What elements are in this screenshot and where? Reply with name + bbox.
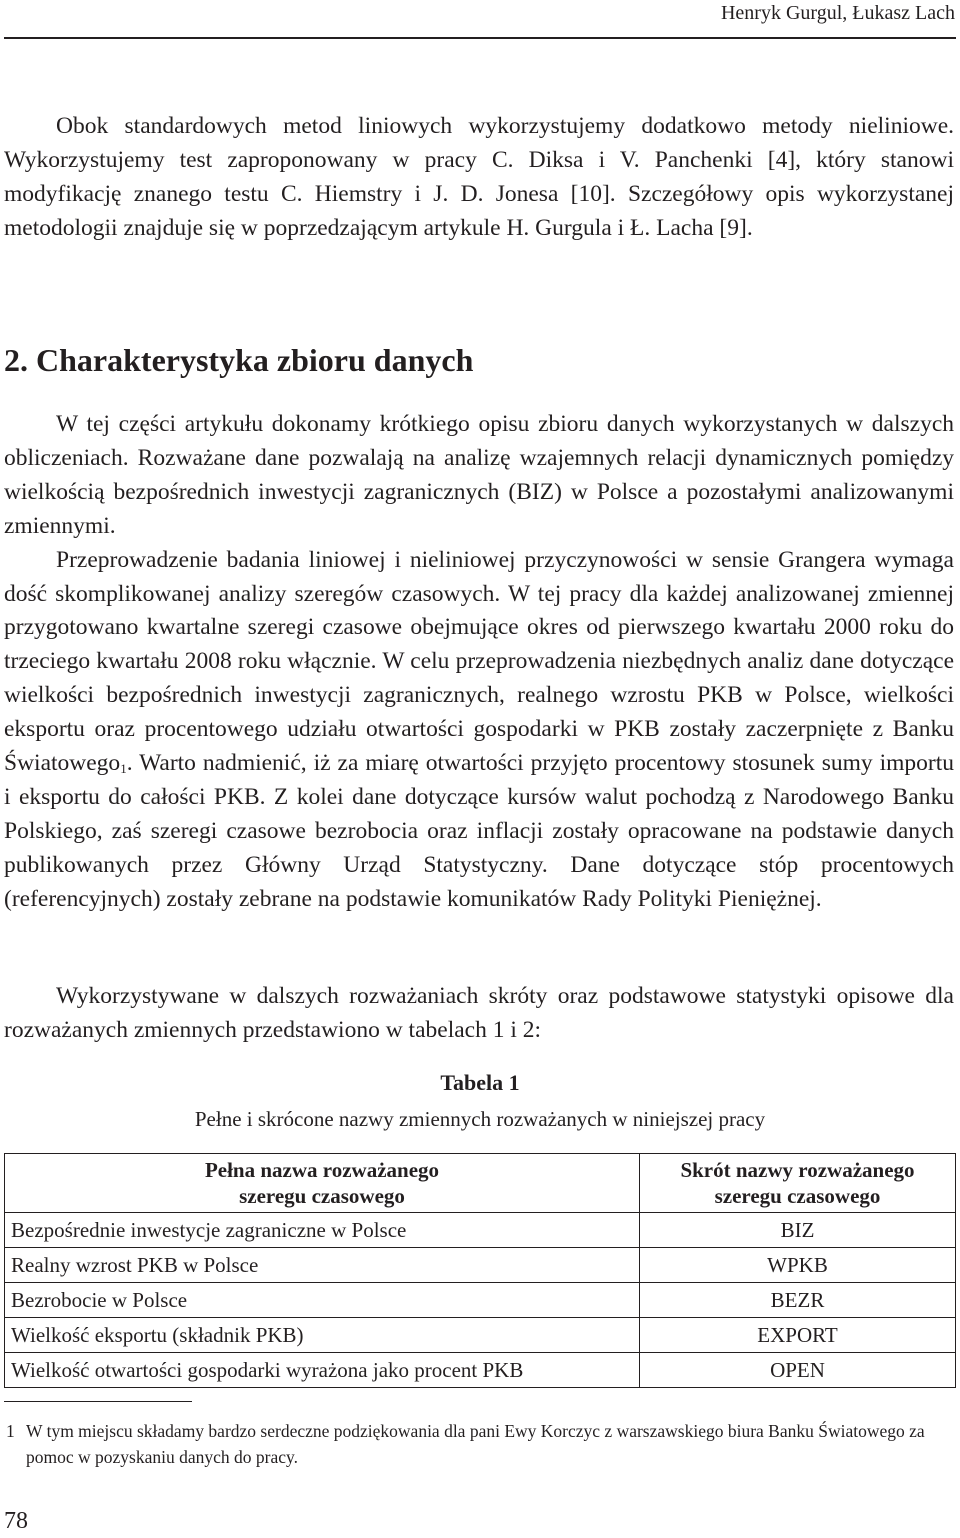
footnote-reference[interactable]: 1 — [120, 761, 127, 777]
header-full-name — [5, 1154, 640, 1213]
cell-abbreviation: EXPORT — [640, 1318, 956, 1353]
header-authors: Henryk Gurgul, Łukasz Lach — [720, 2, 955, 24]
table-row — [5, 1353, 956, 1388]
cell-full-name: Bezrobocie w Polsce — [5, 1283, 640, 1318]
header-full-name-line1: Pełna nazwa rozważanego — [204, 1158, 440, 1182]
body-paragraph-2-part-1: Przeprowadzenie badania liniowej i nieliniowej przyczynowości w sensie Grangera wymaga dość skomplikowanej analizy szeregów czasowych. W tej pracy dla każdej analizowanej zmiennej przygotowano kwartalne szeregi czasowe obejmujące okres od pierwszego kwartału 2000 roku do trzeciego kwartału 2008 roku włącznie. W celu przeprowadzenia niezbędnych analiz dane dotyczące wielkości bezpośrednich inwestycji zagranicznych, realnego wzrostu PKB w Polsce, wielkości eksportu oraz procentowego udziału otwartości gospodarki w PKB zostały zaczerpnięte z Banku Światowego — [4, 546, 954, 777]
section-title: 2. Charakterystyka zbioru danych — [4, 342, 474, 378]
body-paragraph-2-part-2: . Warto nadmienić, iż za miarę otwartości przyjęto procentowy stosunek sumy importu i eksportu do całości PKB. Z kolei dane dotyczące kursów walut pochodzą z Narodowego Banku Polskiego, zaś szeregi czasowe bezrobocia oraz inflacji zostały opracowane na podstawie danych publikowanych przez Główny Urząd Statystyczny. Dane dotyczące stóp procentowych (referencyjnych) zostały zebrane na podstawie komunikatów Rady Polityki Pieniężnej. — [4, 750, 954, 912]
header-full-name-line2: szeregu czasowego — [239, 1184, 405, 1208]
table-row — [5, 1283, 956, 1318]
intro-paragraph: Obok standardowych metod liniowych wykorzystujemy dodatkowo metody nieliniowe. Wykorzystujemy test zaproponowany w pracy C. Diksa i V. Panchenki [4], który stanowi modyfikację znanego testu C. Hiemstry i J. D. Jonesa [10]. Szczegółowy opis wykorzystanej metodologii znajduje się w poprzedzającym artykule H. Gurgula i Ł. Lacha [9]. — [4, 113, 954, 241]
variables-table — [4, 1153, 956, 1388]
footnote-rule — [4, 1401, 192, 1402]
cell-abbreviation: BIZ — [640, 1213, 956, 1248]
cell-full-name: Wielkość eksportu (składnik PKB) — [5, 1318, 640, 1353]
table-row — [5, 1213, 956, 1248]
cell-full-name: Wielkość otwartości gospodarki wyrażona jako procent PKB — [5, 1353, 640, 1388]
body-paragraph-3: Wykorzystywane w dalszych rozważaniach skróty oraz podstawowe statystyki opisowe dla rozważanych zmiennych przedstawiono w tabelach 1 i 2: — [4, 983, 954, 1043]
header-abbreviation-line2: szeregu czasowego — [714, 1184, 881, 1208]
table-label: Tabela 1 — [440, 1070, 520, 1095]
header-abbreviation — [640, 1154, 956, 1213]
section-body — [4, 408, 954, 917]
cell-full-name: Bezpośrednie inwestycje zagraniczne w Polsce — [5, 1213, 640, 1248]
cell-abbreviation: WPKB — [640, 1248, 956, 1283]
body-paragraph-2 — [4, 544, 954, 917]
running-header — [0, 0, 955, 38]
table-header-row — [5, 1154, 956, 1213]
header-abbreviation-line1: Skrót nazwy rozważanego — [680, 1158, 915, 1182]
cell-abbreviation: BEZR — [640, 1283, 956, 1318]
header-rule — [4, 37, 956, 39]
footnote-number: 1 — [6, 1421, 15, 1441]
footnote-text: W tym miejscu składamy bardzo serdeczne podziękowania dla pani Ewy Korczyc z warszawskiego biura Banku Światowego za pomoc w pozyskaniu danych do pracy. — [26, 1421, 925, 1467]
table-row — [5, 1318, 956, 1353]
page-number: 78 — [4, 1508, 28, 1534]
cell-abbreviation: OPEN — [640, 1353, 956, 1388]
footnote — [4, 1418, 954, 1470]
table-row — [5, 1248, 956, 1283]
body-paragraph-1: W tej części artykułu dokonamy krótkiego opisu zbioru danych wykorzystanych w dalszych obliczeniach. Rozważane dane pozwalają na analizę wzajemnych relacji dynamicznych pomiędzy wielkością bezpośrednich inwestycji zagranicznych (BIZ) w Polsce a pozostałymi analizowanymi zmiennymi. — [4, 411, 954, 539]
cell-full-name: Realny wzrost PKB w Polsce — [5, 1248, 640, 1283]
table-caption: Pełne i skrócone nazwy zmiennych rozważanych w niniejszej pracy — [194, 1107, 766, 1131]
